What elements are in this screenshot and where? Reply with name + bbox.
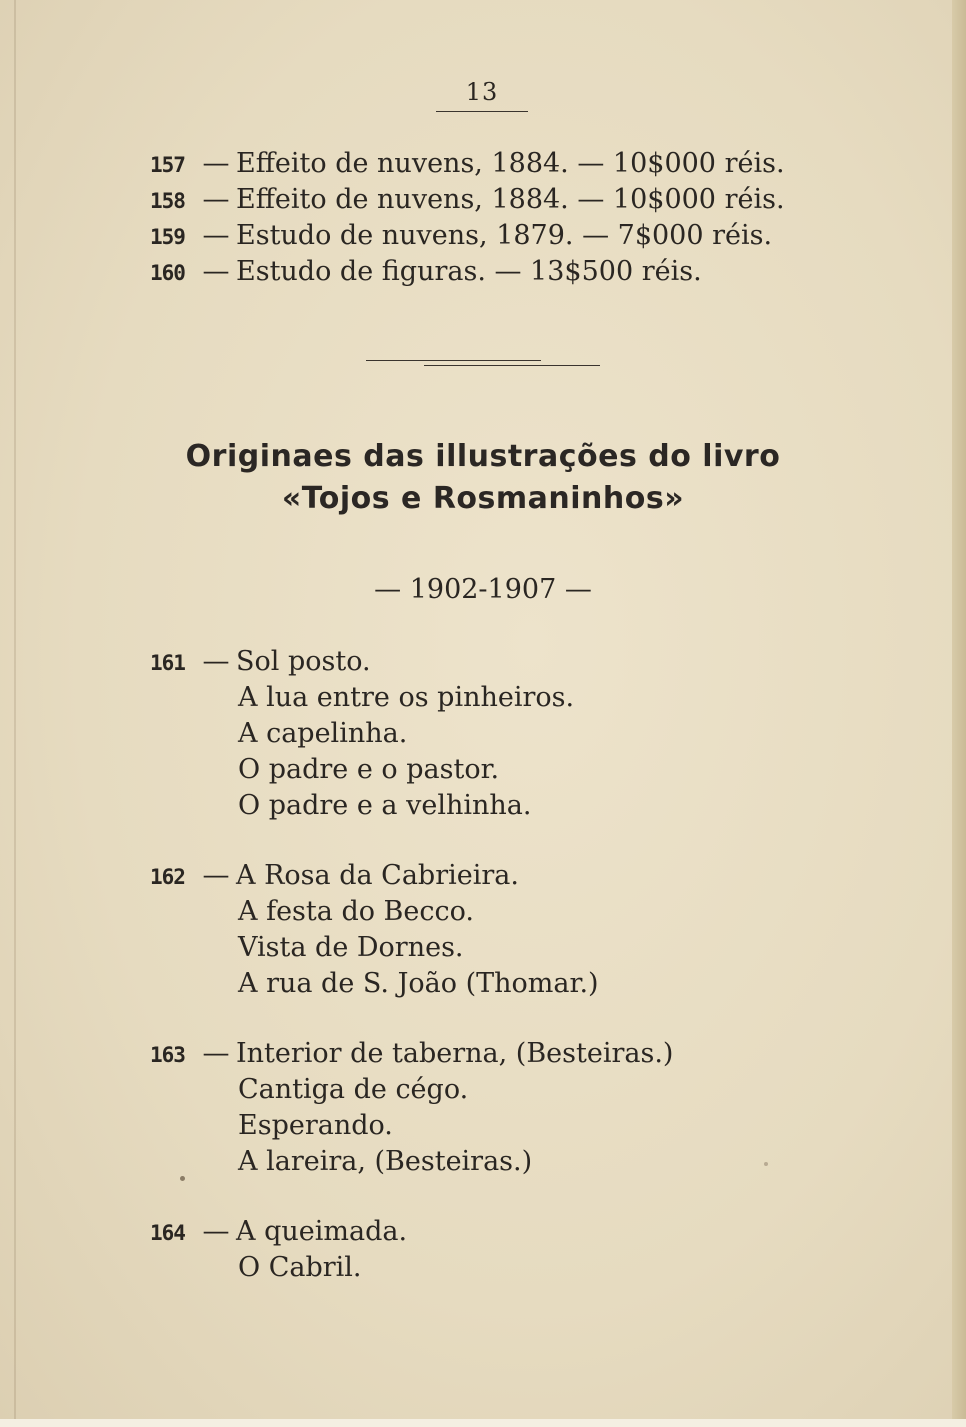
entry-163: 163 — Interior de taberna, (Besteiras.) <box>150 1036 673 1072</box>
entry-text: A queimada. <box>236 1216 408 1247</box>
entry-text: Estudo de nuvens, 1879. — 7$000 réis. <box>236 220 773 251</box>
page-edge <box>952 0 966 1427</box>
entry-text: Effeito de nuvens, 1884. — 10$000 réis. <box>236 184 785 215</box>
entry-number: 158 <box>150 189 185 213</box>
entry-number: 164 <box>150 1221 185 1245</box>
page-bottom-edge <box>0 1419 966 1427</box>
entry-number: 159 <box>150 225 185 249</box>
entry-number: 160 <box>150 261 185 285</box>
entry-line: O padre e a velhinha. <box>238 790 532 821</box>
entry-158: 158 — Effeito de nuvens, 1884. — 10$000 réis. <box>150 182 785 218</box>
entry-text: Effeito de nuvens, 1884. — 10$000 réis. <box>236 148 785 179</box>
entry-line: A lua entre os pinheiros. <box>238 682 575 713</box>
entry-line: A rua de S. João (Thomar.) <box>238 968 599 999</box>
page-number-rule <box>436 111 528 112</box>
entry-number: 161 <box>150 651 185 675</box>
entry-line: Vista de Dornes. <box>238 932 464 963</box>
entry-line: Cantiga de cégo. <box>238 1074 469 1105</box>
entry-number: 162 <box>150 865 185 889</box>
entry-162: 162 — A Rosa da Cabrieira. <box>150 858 519 894</box>
section-divider <box>366 357 600 369</box>
paper-speck <box>764 1162 768 1166</box>
entry-159: 159 — Estudo de nuvens, 1879. — 7$000 réis. <box>150 218 772 254</box>
entry-text: A Rosa da Cabrieira. <box>236 860 519 891</box>
entry-line: Esperando. <box>238 1110 393 1141</box>
page-number: 13 <box>465 78 499 106</box>
page-fold <box>14 0 16 1427</box>
section-years: — 1902-1907 — <box>374 574 592 605</box>
section-title-line-1: Originaes das illustrações do livro <box>185 439 781 474</box>
paper-speck <box>180 1176 185 1181</box>
entry-164: 164 — A queimada. <box>150 1214 407 1250</box>
entry-line: O padre e o pastor. <box>238 754 500 785</box>
entry-161: 161 — Sol posto. <box>150 644 371 680</box>
entry-number: 157 <box>150 153 185 177</box>
entry-160: 160 — Estudo de figuras. — 13$500 réis. <box>150 254 702 290</box>
entry-line: A lareira, (Besteiras.) <box>238 1146 533 1177</box>
entry-text: Estudo de figuras. — 13$500 réis. <box>236 256 702 287</box>
entry-text: Sol posto. <box>236 646 371 677</box>
entry-line: O Cabril. <box>238 1252 362 1283</box>
entry-line: A capelinha. <box>238 718 408 749</box>
entry-line: A festa do Becco. <box>238 896 474 927</box>
entry-157: 157 — Effeito de nuvens, 1884. — 10$000 réis. <box>150 146 785 182</box>
entry-text: Interior de taberna, (Besteiras.) <box>236 1038 674 1069</box>
section-title-line-2: «Tojos e Rosmaninhos» <box>281 481 685 516</box>
entry-number: 163 <box>150 1043 185 1067</box>
